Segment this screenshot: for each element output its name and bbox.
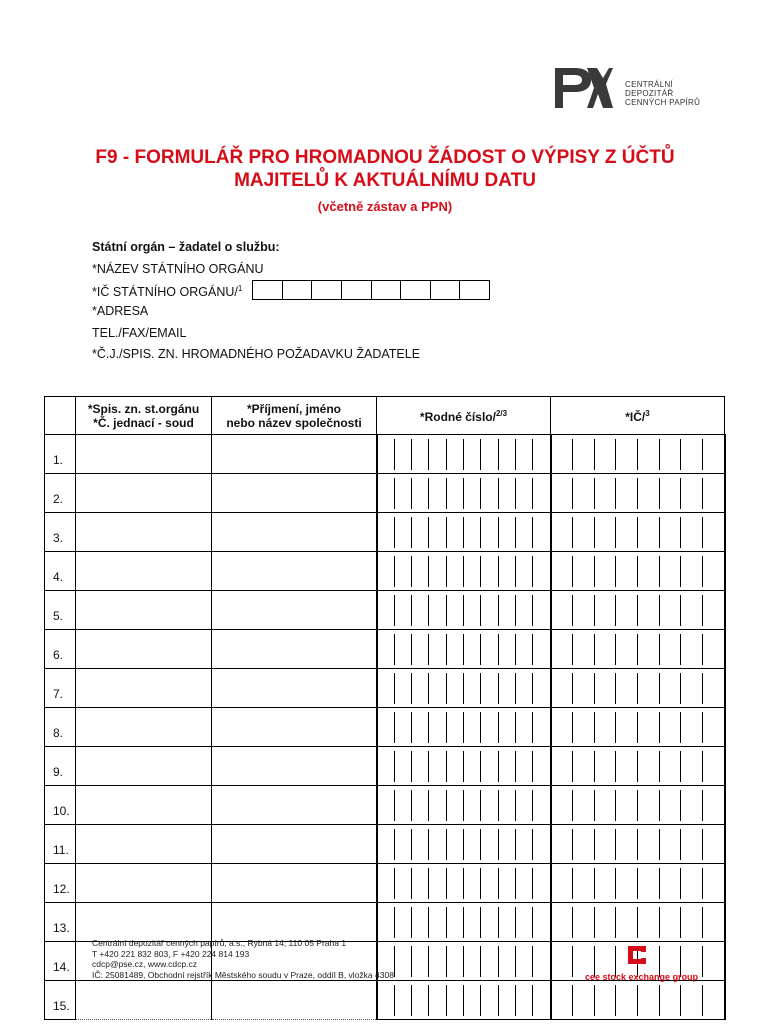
name-cell[interactable] bbox=[212, 630, 377, 669]
header-case-number: *Spis. zn. st.orgánu *Č. jednací - soud bbox=[76, 397, 212, 435]
birth-number-cell[interactable] bbox=[377, 591, 551, 630]
row-number: 2. bbox=[45, 474, 76, 513]
row-number: 8. bbox=[45, 708, 76, 747]
row-number: 9. bbox=[45, 747, 76, 786]
table-row bbox=[45, 825, 725, 864]
case-number-cell[interactable] bbox=[76, 435, 212, 474]
cdcp-logo bbox=[553, 66, 723, 110]
row-number: 1. bbox=[45, 435, 76, 474]
name-cell[interactable] bbox=[212, 825, 377, 864]
birth-number-cell[interactable] bbox=[377, 552, 551, 591]
row-number: 7. bbox=[45, 669, 76, 708]
name-cell[interactable] bbox=[212, 747, 377, 786]
birth-number-cell[interactable] bbox=[377, 903, 551, 942]
birth-number-cell[interactable] bbox=[377, 435, 551, 474]
request-table bbox=[44, 396, 724, 1020]
name-cell[interactable] bbox=[212, 591, 377, 630]
birth-number-cell[interactable] bbox=[377, 981, 551, 1020]
birth-number-cell[interactable] bbox=[377, 825, 551, 864]
case-number-cell[interactable] bbox=[76, 864, 212, 903]
birth-number-cell[interactable] bbox=[377, 669, 551, 708]
birth-number-cell[interactable] bbox=[377, 942, 551, 981]
case-number-cell[interactable] bbox=[76, 552, 212, 591]
table-row bbox=[45, 864, 725, 903]
logo-line1: CENTRÁLNÍ DEPOZITÁŘ bbox=[625, 80, 674, 98]
case-number-cell[interactable] bbox=[76, 825, 212, 864]
cee-group-label: cee stock exchange group bbox=[585, 972, 699, 982]
name-cell[interactable] bbox=[212, 864, 377, 903]
birth-number-cell[interactable] bbox=[377, 786, 551, 825]
form-title-line1: F9 - FORMULÁŘ PRO HROMADNOU ŽÁDOST O VÝPISY Z ÚČTŮ bbox=[95, 147, 675, 168]
header-birth-number: *Rodné číslo/$^{2/3}$ bbox=[377, 397, 551, 435]
ic-cell[interactable] bbox=[551, 747, 725, 786]
ic-cell[interactable] bbox=[551, 513, 725, 552]
row-number: 11. bbox=[45, 825, 76, 864]
name-cell[interactable] bbox=[212, 435, 377, 474]
footer-address: Centrální depozitář cenných papírů, a.s., Rybná 14, 110 05 Praha 1 T +420 221 832 803, F +420 224 814 193 cdcp@pse.cz, www.cdcp.cz IČ: 25081489, Obchodní rejstřík Městského soudu v Praze, oddíl B, vložka 4308 bbox=[92, 938, 394, 980]
birth-number-cell[interactable] bbox=[377, 513, 551, 552]
row-number: 6. bbox=[45, 630, 76, 669]
name-cell[interactable] bbox=[212, 669, 377, 708]
applicant-heading: Státní orgán – žadatel o službu: bbox=[92, 240, 280, 254]
row-number: 3. bbox=[45, 513, 76, 552]
contact-label: TEL./FAX/EMAIL bbox=[92, 326, 187, 340]
name-cell[interactable] bbox=[212, 786, 377, 825]
case-number-cell[interactable] bbox=[76, 513, 212, 552]
ic-label: *IČ STÁTNÍHO ORGÁNU/$^1$ bbox=[92, 284, 243, 300]
row-number: 4. bbox=[45, 552, 76, 591]
birth-number-cell[interactable] bbox=[377, 630, 551, 669]
ic-cell[interactable] bbox=[551, 630, 725, 669]
header-ic: *IČ/$^3$ bbox=[551, 397, 725, 435]
address-label: *ADRESA bbox=[92, 304, 149, 318]
table-row bbox=[45, 903, 725, 942]
case-number-cell[interactable] bbox=[76, 708, 212, 747]
birth-number-cell[interactable] bbox=[377, 708, 551, 747]
form-title-line2: MAJITELŮ K AKTUÁLNÍMU DATU bbox=[234, 170, 536, 191]
header-name: *Příjmení, jméno nebo název společnosti bbox=[212, 397, 377, 435]
ref-label: *Č.J./SPIS. ZN. HROMADNÉHO POŽADAVKU ŽADATELE bbox=[92, 347, 421, 361]
birth-number-cell[interactable] bbox=[377, 864, 551, 903]
logo-line2: CENNÝCH PAPÍRŮ bbox=[625, 98, 701, 107]
case-number-cell[interactable] bbox=[76, 747, 212, 786]
case-number-cell[interactable] bbox=[76, 981, 212, 1020]
ic-cell[interactable] bbox=[551, 591, 725, 630]
row-number: 14. bbox=[45, 942, 76, 981]
name-cell[interactable] bbox=[212, 708, 377, 747]
table-row bbox=[45, 747, 725, 786]
ic-cell[interactable] bbox=[551, 786, 725, 825]
name-cell[interactable] bbox=[212, 903, 377, 942]
ic-cell[interactable] bbox=[551, 669, 725, 708]
table-row bbox=[45, 552, 725, 591]
case-number-cell[interactable] bbox=[76, 786, 212, 825]
ic-cell[interactable] bbox=[551, 435, 725, 474]
birth-number-cell[interactable] bbox=[377, 747, 551, 786]
name-cell[interactable] bbox=[212, 981, 377, 1020]
birth-number-cell[interactable] bbox=[377, 474, 551, 513]
row-number: 15. bbox=[45, 981, 76, 1020]
row-number: 13. bbox=[45, 903, 76, 942]
case-number-cell[interactable] bbox=[76, 903, 212, 942]
case-number-cell[interactable] bbox=[76, 669, 212, 708]
ic-input-boxes[interactable] bbox=[252, 280, 490, 300]
table-row bbox=[45, 981, 725, 1020]
table-row bbox=[45, 513, 725, 552]
table-header-row bbox=[45, 397, 725, 435]
table-row bbox=[45, 708, 725, 747]
case-number-cell[interactable] bbox=[76, 474, 212, 513]
name-cell[interactable] bbox=[212, 474, 377, 513]
cee-logo-icon bbox=[626, 944, 648, 966]
table-row bbox=[45, 474, 725, 513]
form-subtitle: (včetně zástav a PPN) bbox=[317, 199, 453, 214]
table-row bbox=[45, 435, 725, 474]
name-cell[interactable] bbox=[212, 513, 377, 552]
case-number-cell[interactable] bbox=[76, 630, 212, 669]
ic-cell[interactable] bbox=[551, 864, 725, 903]
table-row bbox=[45, 669, 725, 708]
name-label: *NÁZEV STÁTNÍHO ORGÁNU bbox=[92, 262, 264, 276]
table-row bbox=[45, 786, 725, 825]
ic-cell[interactable] bbox=[551, 825, 725, 864]
ic-cell[interactable] bbox=[551, 981, 725, 1020]
row-number: 10. bbox=[45, 786, 76, 825]
row-number: 12. bbox=[45, 864, 76, 903]
table-row bbox=[45, 591, 725, 630]
ic-cell[interactable] bbox=[551, 903, 725, 942]
row-number: 5. bbox=[45, 591, 76, 630]
case-number-cell[interactable] bbox=[76, 591, 212, 630]
name-cell[interactable] bbox=[212, 552, 377, 591]
ic-cell[interactable] bbox=[551, 552, 725, 591]
ic-cell[interactable] bbox=[551, 708, 725, 747]
table-row bbox=[45, 630, 725, 669]
header-row-number bbox=[45, 397, 76, 435]
px-logo-icon bbox=[553, 66, 613, 110]
ic-cell[interactable] bbox=[551, 474, 725, 513]
